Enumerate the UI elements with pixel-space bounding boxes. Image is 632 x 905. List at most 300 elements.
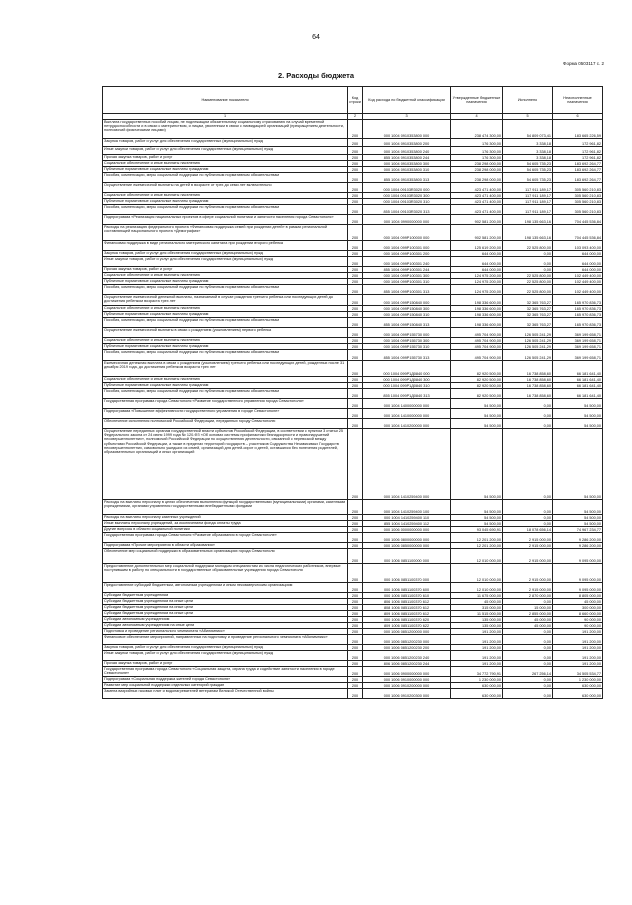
row-unexecuted: 102 449 400,00 — [553, 285, 603, 295]
row-name: Прочая закупка товаров, работ и услуг — [103, 155, 348, 161]
row-line-code: 200 — [348, 677, 363, 683]
row-budget-code: 000 1006 0800000000 000 — [363, 533, 451, 543]
row-approved: 423 471 400,00 — [451, 199, 503, 205]
row-name: Субсидии бюджетным учреждениям на иные цели — [103, 611, 348, 617]
row-executed: 117 911 189,17 — [503, 193, 553, 199]
row-unexecuted: 90 000,00 — [553, 623, 603, 629]
row-line-code: 200 — [348, 429, 363, 500]
row-executed: 54 605 735,23 — [503, 161, 553, 167]
row-unexecuted: 183 692 264,77 — [553, 173, 603, 183]
row-name: Выплата государственных пособий лицам, не подлежащим обязательному социальному страхованию на случай временной нетрудоспособности и в связи с материнством, и лицам, уволенным в связи с ликвидацией организаций (прекращением деятельности, полномочий физическими лицами) — [103, 120, 348, 139]
row-budget-code: 806 1006 0851200230 244 — [363, 661, 451, 667]
table-row — [103, 147, 603, 155]
row-approved: 135 000,00 — [451, 623, 503, 629]
row-line-code: 200 — [348, 273, 363, 279]
row-name: Финансовая поддержка в виде регионального материнского капитала при рождении второго ребенка — [103, 241, 348, 251]
row-approved: 12 010 000,00 — [451, 583, 503, 593]
row-budget-code: 855 1004 0910353800 244 — [363, 155, 451, 161]
row-unexecuted: 172 961,82 — [553, 155, 603, 161]
row-approved: 82 920 500,00 — [451, 389, 503, 399]
row-name: Публичные нормативные социальные выплаты гражданам — [103, 312, 348, 318]
row-name: Предоставление субсидий бюджетным, автономным учреждениям и иным некоммерческим организациям — [103, 583, 348, 593]
row-executed: 16 738 858,60 — [503, 383, 553, 389]
row-name: Финансовое обеспечение мероприятий, направленных на подготовку и проведение регионального чемпионата «Абилимпикс» — [103, 635, 348, 645]
row-name: Осуществление ежемесячной денежной выплаты, назначаемой в случае рождения третьего ребенка или последующих детей до достижения ребенком возраста трех лет — [103, 295, 348, 306]
row-name: Осуществление ежемесячной выплаты в связи с рождением (усыновлением) первого ребенка — [103, 328, 348, 338]
row-budget-code: 000 1004 0910353800 200 — [363, 139, 451, 147]
row-line-code: 200 — [348, 389, 363, 399]
row-name: Социальное обеспечение и иные выплаты населению — [103, 306, 348, 312]
row-line-code: 200 — [348, 399, 363, 409]
row-line-code: 200 — [348, 312, 363, 318]
row-unexecuted: 9 095 000,00 — [553, 549, 603, 564]
row-executed: 0,00 — [503, 515, 553, 521]
row-unexecuted: 54 500,00 — [553, 409, 603, 419]
row-budget-code: 000 1006 0851100000 000 — [363, 549, 451, 564]
row-name: Осуществление ежемесячной выплаты на детей в возрасте от трех до семи лет включительно — [103, 183, 348, 193]
row-executed: 198 135 663,16 — [503, 225, 553, 241]
row-budget-code: 000 1006 0851200230 200 — [363, 645, 451, 651]
row-name: Иные закупки товаров, работ и услуг для обеспечения государственных (муниципальных) нужд — [103, 257, 348, 267]
row-line-code: 200 — [348, 205, 363, 215]
row-name: Подпрограмма «Реализация национальных проектов в сфере социальной политики и занятости населения города Севастополя» — [103, 215, 348, 225]
row-name: Подготовка и проведение регионального чемпионата «Абилимпикс» — [103, 629, 348, 635]
row-unexecuted: 183 692 264,77 — [553, 161, 603, 167]
row-budget-code: 000 1004 099P100301 000 — [363, 241, 451, 251]
row-approved: 1 230 000,00 — [451, 677, 503, 683]
row-unexecuted: 1 230 000,00 — [553, 677, 603, 683]
row-budget-code: 000 1004 099P155730 310 — [363, 344, 451, 350]
row-unexecuted: 305 560 210,83 — [553, 183, 603, 193]
row-budget-code: 000 1004 1410200000 000 — [363, 419, 451, 429]
table-row — [103, 318, 603, 328]
table-row — [103, 564, 603, 583]
row-budget-code: 000 1006 0851100370 610 — [363, 593, 451, 599]
table-row — [103, 173, 603, 183]
row-line-code: 200 — [348, 549, 363, 564]
row-approved: 54 500,00 — [451, 399, 503, 409]
row-approved: 12 201 200,00 — [451, 533, 503, 543]
row-approved: 135 000,00 — [451, 617, 503, 623]
row-approved: 198 336 600,00 — [451, 306, 503, 312]
table-row — [103, 139, 603, 147]
row-executed: 117 911 189,17 — [503, 199, 553, 205]
row-executed: 2 915 000,00 — [503, 543, 553, 549]
row-unexecuted: 9 095 000,00 — [553, 583, 603, 593]
row-line-code: 200 — [348, 543, 363, 549]
row-budget-code: 000 1004 09103R3020 300 — [363, 193, 451, 199]
row-name: Расходы на выплаты персоналу в целях обеспечения выполнения функций государственными (муниципальными) органами, казенными учреждениями, органами управления государственными внебюджетными фондами — [103, 500, 348, 515]
row-approved: 315 000,00 — [451, 605, 503, 611]
row-name: Субсидии бюджетным учреждениям на иные цели — [103, 599, 348, 605]
row-line-code: 200 — [348, 593, 363, 599]
row-unexecuted: 8 805 000,00 — [553, 593, 603, 599]
table-row — [103, 350, 603, 361]
row-executed: 16 738 858,60 — [503, 377, 553, 383]
row-unexecuted: 8 660 000,00 — [553, 611, 603, 617]
row-executed: 32 365 763,27 — [503, 295, 553, 306]
row-executed: 126 505 241,29 — [503, 328, 553, 338]
row-executed: 126 505 241,29 — [503, 338, 553, 344]
row-executed: 0,00 — [503, 599, 553, 605]
row-unexecuted: 183 665 226,59 — [553, 120, 603, 139]
row-name: Прочая закупка товаров, работ и услуг — [103, 267, 348, 273]
row-executed: 16 738 858,60 — [503, 361, 553, 377]
row-executed: 0,00 — [503, 257, 553, 267]
row-executed: 0,00 — [503, 500, 553, 515]
row-budget-code: 000 1004 0910353800 300 — [363, 161, 451, 167]
budget-table-wrapper — [102, 86, 602, 699]
row-name: Расходы на выплаты персоналу казенных учреждений — [103, 515, 348, 521]
row-executed: 126 505 241,29 — [503, 344, 553, 350]
row-approved: 82 920 500,00 — [451, 361, 503, 377]
row-line-code: 200 — [348, 241, 363, 251]
row-approved: 495 704 900,00 — [451, 328, 503, 338]
row-name: Государственная программа города Севастополя «Социальная защита, охрана труда и содействие занятости населения в городе Севастополе» — [103, 667, 348, 677]
row-approved: 191 200,00 — [451, 645, 503, 651]
row-line-code: 200 — [348, 635, 363, 645]
row-budget-code: 000 1006 0851100370 600 — [363, 583, 451, 593]
row-name: Обеспечение исполнения полномочий Российской Федерации, переданных городу Севастополю — [103, 419, 348, 429]
row-approved: 191 200,00 — [451, 629, 503, 635]
row-unexecuted: 644 000,00 — [553, 251, 603, 257]
row-unexecuted: 9 286 200,00 — [553, 533, 603, 543]
row-approved: 125 619 200,00 — [451, 241, 503, 251]
section-title: 2. Расходы бюджета — [277, 71, 355, 80]
row-budget-code: 000 1004 1410259400 110 — [363, 515, 451, 521]
row-name: Иные закупки товаров, работ и услуг для обеспечения государственных (муниципальных) нужд — [103, 147, 348, 155]
page-number: 64 — [312, 34, 320, 41]
row-executed: 3 338,18 — [503, 147, 553, 155]
row-unexecuted: 54 500,00 — [553, 500, 603, 515]
row-approved: 12 010 000,00 — [451, 549, 503, 564]
row-budget-code: 000 1006 0851200000 000 — [363, 629, 451, 635]
row-budget-code: 000 1004 099P100301 310 — [363, 279, 451, 285]
row-name: Субсидии автономным учреждениям на иные цели — [103, 623, 348, 629]
row-line-code: 200 — [348, 139, 363, 147]
table-body — [103, 120, 603, 699]
row-name: Публичные нормативные социальные выплаты гражданам — [103, 279, 348, 285]
row-line-code: 200 — [348, 267, 363, 273]
row-executed: 2 915 000,00 — [503, 583, 553, 593]
row-budget-code: 000 1004 09103R3020 000 — [363, 183, 451, 193]
row-unexecuted: 54 500,00 — [553, 521, 603, 527]
row-unexecuted: 165 970 836,73 — [553, 318, 603, 328]
row-name: Закупка товаров, работ и услуг для обеспечения государственных (муниципальных) нужд — [103, 251, 348, 257]
row-budget-code: 000 1004 0990000000 000 — [363, 215, 451, 225]
row-unexecuted: 191 200,00 — [553, 629, 603, 635]
row-unexecuted: 369 199 658,71 — [553, 350, 603, 361]
row-name: Публичные нормативные социальные выплаты гражданам — [103, 383, 348, 389]
row-approved: 423 471 400,00 — [451, 183, 503, 193]
row-budget-code: 855 1004 1410259400 112 — [363, 521, 451, 527]
row-approved: 238 298 000,00 — [451, 173, 503, 183]
row-executed: 22 525 800,00 — [503, 285, 553, 295]
row-unexecuted: 102 449 400,00 — [553, 279, 603, 285]
row-unexecuted: 305 560 210,83 — [553, 205, 603, 215]
row-budget-code: 000 1004 0910353800 240 — [363, 147, 451, 155]
row-budget-code: 000 1004 1400000000 000 — [363, 399, 451, 409]
row-budget-code: 806 1006 0851100370 612 — [363, 599, 451, 605]
row-executed: 54 605 735,23 — [503, 167, 553, 173]
row-name: Пособия, компенсации, меры социальной поддержки по публичным нормативным обязательствам — [103, 173, 348, 183]
header-code-line: Код строки — [348, 87, 363, 114]
row-budget-code: 855 1004 099P1Д0840 313 — [363, 389, 451, 399]
row-unexecuted: 165 970 836,73 — [553, 295, 603, 306]
row-approved: 11 675 000,00 — [451, 593, 503, 599]
header-executed: Исполнено — [503, 87, 553, 114]
row-unexecuted: 191 200,00 — [553, 661, 603, 667]
row-line-code: 200 — [348, 599, 363, 605]
row-line-code: 200 — [348, 629, 363, 635]
row-name: Предоставление дополнительных мер социальной поддержки молодым специалистам из числа педагогических работников, впервые поступившим в работу по специальности в государственные образовательные учреждения города Севастополя — [103, 564, 348, 583]
row-executed: 117 911 189,17 — [503, 205, 553, 215]
row-budget-code: 000 1004 1410259400 000 — [363, 429, 451, 500]
table-row — [103, 549, 603, 564]
header-approved: Утвержденные бюджетные назначения — [451, 87, 503, 114]
row-approved: 124 975 200,00 — [451, 279, 503, 285]
row-budget-code: 000 1004 099P100301 200 — [363, 251, 451, 257]
row-unexecuted: 305 560 210,83 — [553, 199, 603, 205]
row-line-code: 200 — [348, 306, 363, 312]
row-line-code: 200 — [348, 611, 363, 617]
row-approved: 176 300,00 — [451, 139, 503, 147]
row-line-code: 200 — [348, 193, 363, 199]
row-budget-code: 000 1006 0851200230 240 — [363, 651, 451, 661]
row-executed: 3 338,18 — [503, 155, 553, 161]
row-approved: 198 336 600,00 — [451, 318, 503, 328]
row-line-code: 200 — [348, 689, 363, 699]
row-unexecuted: 369 199 658,71 — [553, 338, 603, 344]
row-approved: 630 000,00 — [451, 683, 503, 689]
row-line-code: 200 — [348, 285, 363, 295]
row-approved: 54 500,00 — [451, 500, 503, 515]
row-unexecuted: 172 961,82 — [553, 147, 603, 155]
row-approved: 644 000,00 — [451, 267, 503, 273]
row-executed: 18 078 656,14 — [503, 527, 553, 533]
row-name: Субсидии автономным учреждениям — [103, 617, 348, 623]
row-name: Публичные нормативные социальные выплаты гражданам — [103, 199, 348, 205]
col-index: 2 — [348, 114, 363, 120]
row-unexecuted: 191 200,00 — [553, 635, 603, 645]
row-executed: 0,00 — [503, 409, 553, 419]
row-unexecuted: 191 200,00 — [553, 645, 603, 651]
row-unexecuted: 183 692 264,77 — [553, 167, 603, 173]
row-unexecuted: 704 445 536,84 — [553, 215, 603, 225]
row-executed: 0,00 — [503, 251, 553, 257]
row-budget-code: 000 1006 0851100370 000 — [363, 564, 451, 583]
row-budget-code: 000 1004 1410259400 100 — [363, 500, 451, 515]
row-approved: 902 581 200,00 — [451, 215, 503, 225]
row-executed: 0,00 — [503, 399, 553, 409]
row-line-code: 200 — [348, 521, 363, 527]
row-budget-code: 000 1004 1410000000 000 — [363, 409, 451, 419]
row-unexecuted: 54 500,00 — [553, 515, 603, 521]
row-unexecuted: 45 000,00 — [553, 599, 603, 605]
row-name: Социальное обеспечение и иные выплаты населению — [103, 338, 348, 344]
row-unexecuted: 66 181 641,40 — [553, 361, 603, 377]
table-row — [103, 183, 603, 193]
row-approved: 644 000,00 — [451, 257, 503, 267]
row-unexecuted: 165 970 836,73 — [553, 306, 603, 312]
table-row — [103, 205, 603, 215]
row-executed: 126 505 241,29 — [503, 350, 553, 361]
header-row — [103, 87, 603, 114]
row-line-code: 200 — [348, 167, 363, 173]
row-executed: 0,00 — [503, 629, 553, 635]
row-unexecuted: 74 967 234,77 — [553, 527, 603, 533]
row-name: Замена вахрийных газовых плит и водонагревателей ветеранам Великой Отечественной войны — [103, 689, 348, 699]
row-unexecuted: 90 000,00 — [553, 617, 603, 623]
row-executed: 2 915 000,00 — [503, 549, 553, 564]
row-executed: 32 365 763,27 — [503, 312, 553, 318]
row-line-code: 200 — [348, 173, 363, 183]
row-unexecuted: 165 970 836,73 — [553, 312, 603, 318]
row-line-code: 200 — [348, 318, 363, 328]
row-budget-code: 000 1004 09103R3020 310 — [363, 199, 451, 205]
row-budget-code: 000 1006 0851100370 620 — [363, 617, 451, 623]
row-line-code: 200 — [348, 155, 363, 161]
row-unexecuted: 54 500,00 — [553, 399, 603, 409]
row-name: Пособия, компенсации, меры социальной поддержки по публичным нормативным обязательствам — [103, 285, 348, 295]
row-budget-code: 000 1004 099P100000 000 — [363, 225, 451, 241]
row-budget-code: 000 1006 0851200230 000 — [363, 635, 451, 645]
row-name: Иные выплаты персоналу учреждений, за исключением фонда оплаты труда — [103, 521, 348, 527]
row-line-code: 200 — [348, 350, 363, 361]
table-row — [103, 295, 603, 306]
row-line-code: 200 — [348, 199, 363, 205]
row-approved: 124 975 200,00 — [451, 285, 503, 295]
row-budget-code: 000 1004 099P1Д0840 300 — [363, 377, 451, 383]
row-unexecuted: 300 000,00 — [553, 605, 603, 611]
row-line-code: 200 — [348, 225, 363, 241]
row-executed: 22 525 800,00 — [503, 279, 553, 285]
row-line-code: 200 — [348, 583, 363, 593]
row-executed: 54 605 735,23 — [503, 173, 553, 183]
table-row — [103, 419, 603, 429]
row-budget-code: 000 1004 099P155730 000 — [363, 328, 451, 338]
row-line-code: 200 — [348, 361, 363, 377]
table-row — [103, 399, 603, 409]
row-budget-code: 000 1006 0000000000 000 — [363, 527, 451, 533]
row-unexecuted: 103 093 400,00 — [553, 241, 603, 251]
row-executed: 32 365 763,27 — [503, 318, 553, 328]
row-line-code: 200 — [348, 623, 363, 629]
row-name: Пособия, компенсации, меры социальной поддержки по публичным нормативным обязательствам — [103, 389, 348, 399]
row-name: Иные закупки товаров, работ и услуг для обеспечения государственных (муниципальных) нужд — [103, 651, 348, 661]
row-executed: 2 915 000,00 — [503, 564, 553, 583]
row-unexecuted: 369 199 658,71 — [553, 328, 603, 338]
row-name: Пособия, компенсации, меры социальной поддержки по публичным нормативным обязательствам — [103, 205, 348, 215]
row-executed: 0,00 — [503, 635, 553, 645]
row-approved: 630 000,00 — [451, 689, 503, 699]
table-row — [103, 533, 603, 543]
row-name: Субсидии бюджетным учреждениям — [103, 593, 348, 599]
row-name: Подпрограмма «Социальная поддержка жителей города Севастополя» — [103, 677, 348, 683]
table-row — [103, 429, 603, 500]
row-line-code: 200 — [348, 533, 363, 543]
row-line-code: 200 — [348, 295, 363, 306]
row-budget-code: 855 1004 099P150840 313 — [363, 318, 451, 328]
row-name: Публичные нормативные социальные выплаты гражданам — [103, 167, 348, 173]
row-line-code: 200 — [348, 667, 363, 677]
row-unexecuted: 305 560 210,83 — [553, 193, 603, 199]
header-unexecuted: Неисполненные назначения — [553, 87, 603, 114]
col-index: 4 — [451, 114, 503, 120]
row-line-code: 200 — [348, 564, 363, 583]
row-approved: 54 500,00 — [451, 515, 503, 521]
row-approved: 54 500,00 — [451, 419, 503, 429]
row-approved: 902 581 200,00 — [451, 225, 503, 241]
row-line-code: 200 — [348, 661, 363, 667]
row-name: Обеспечение мер социальной поддержки в образовательных организациях города Севастополя — [103, 549, 348, 564]
row-name: Другие вопросы в области социальной политики — [103, 527, 348, 533]
row-approved: 45 000,00 — [451, 599, 503, 605]
table-row — [103, 361, 603, 377]
row-approved: 93 045 690,91 — [451, 527, 503, 533]
row-budget-code: 855 1004 099P155730 313 — [363, 350, 451, 361]
row-budget-code: 809 1006 0851100370 612 — [363, 611, 451, 617]
row-line-code: 200 — [348, 409, 363, 419]
row-approved: 495 704 900,00 — [451, 338, 503, 344]
row-budget-code: 808 1006 0851100370 612 — [363, 605, 451, 611]
row-name: Закупка товаров, работ и услуг для обеспечения государственных (муниципальных) нужд — [103, 645, 348, 651]
row-executed: 267 256,14 — [503, 667, 553, 677]
row-executed: 16 738 858,60 — [503, 389, 553, 399]
row-approved: 176 300,00 — [451, 155, 503, 161]
row-executed: 0,00 — [503, 419, 553, 429]
row-executed: 15 000,00 — [503, 605, 553, 611]
row-approved: 198 336 600,00 — [451, 295, 503, 306]
row-budget-code: 000 1006 0910200000 000 — [363, 683, 451, 689]
row-line-code: 200 — [348, 651, 363, 661]
col-index: 6 — [553, 114, 603, 120]
row-name: Пособия, компенсации, меры социальной поддержки по публичным нормативным обязательствам — [103, 350, 348, 361]
row-unexecuted: 630 000,00 — [553, 683, 603, 689]
row-line-code: 200 — [348, 279, 363, 285]
row-budget-code: 000 1004 099P100301 240 — [363, 257, 451, 267]
row-name: Ежемесячная денежная выплата в связи с рождением (усыновлением) третьего ребенка или последующих детей, рожденных после 31 декабря 2019 года, до достижения ребенком возраста трех лет — [103, 361, 348, 377]
table-row — [103, 583, 603, 593]
row-executed: 2 855 000,00 — [503, 611, 553, 617]
row-executed: 32 365 763,27 — [503, 306, 553, 312]
row-budget-code: 000 1004 099P100301 300 — [363, 273, 451, 279]
row-unexecuted: 102 449 400,00 — [553, 273, 603, 279]
table-row — [103, 285, 603, 295]
row-budget-code: 000 1006 0850000000 000 — [363, 543, 451, 549]
row-name: Социальное обеспечение и иные выплаты населению — [103, 273, 348, 279]
row-line-code: 200 — [348, 147, 363, 155]
row-line-code: 200 — [348, 683, 363, 689]
row-budget-code: 000 1006 0900000000 000 — [363, 667, 451, 677]
row-executed: 54 809 073,41 — [503, 120, 553, 139]
row-line-code: 200 — [348, 515, 363, 521]
row-unexecuted: 9 095 000,00 — [553, 564, 603, 583]
row-executed: 0,00 — [503, 645, 553, 651]
row-name: Прочая закупка товаров, работ и услуг — [103, 661, 348, 667]
row-name: Осуществление переданных органам государственной власти субъектов Российской Федерации, в соответствии с пунктом 3 статьи 25 Федерального закона от 24 июня 1999 года № 120-ФЗ «Об основах системы профилактики безнадзорности и правонарушений несовершеннолетних», полномочий Российской Федерации по осуществлению деятельности, связанной с перевозкой между субъектами Российской Федерации, а также в пределах территорий государств – участников Содружества Независимых Государств несовершеннолетних, самовольно ушедших из семей, организаций для детей-сирот и детей, оставшихся без попечения родителей, образовательных организаций и иных организаций — [103, 429, 348, 500]
header-code-class: Код расхода по бюджетной классификации — [363, 87, 451, 114]
row-name: Подпрограмма «Повышение эффективности государственного управления в городе Севастополе» — [103, 409, 348, 419]
row-line-code: 200 — [348, 645, 363, 651]
row-approved: 495 704 900,00 — [451, 350, 503, 361]
row-executed: 2 870 000,00 — [503, 593, 553, 599]
row-line-code: 200 — [348, 120, 363, 139]
row-name: Расходы на реализацию федерального проекта «Финансовая поддержка семей при рождении детей» в рамках региональной составляющей национального проекта «Демография» — [103, 225, 348, 241]
budget-expenses-table — [102, 86, 603, 699]
row-approved: 54 500,00 — [451, 409, 503, 419]
row-approved: 12 201 200,00 — [451, 543, 503, 549]
